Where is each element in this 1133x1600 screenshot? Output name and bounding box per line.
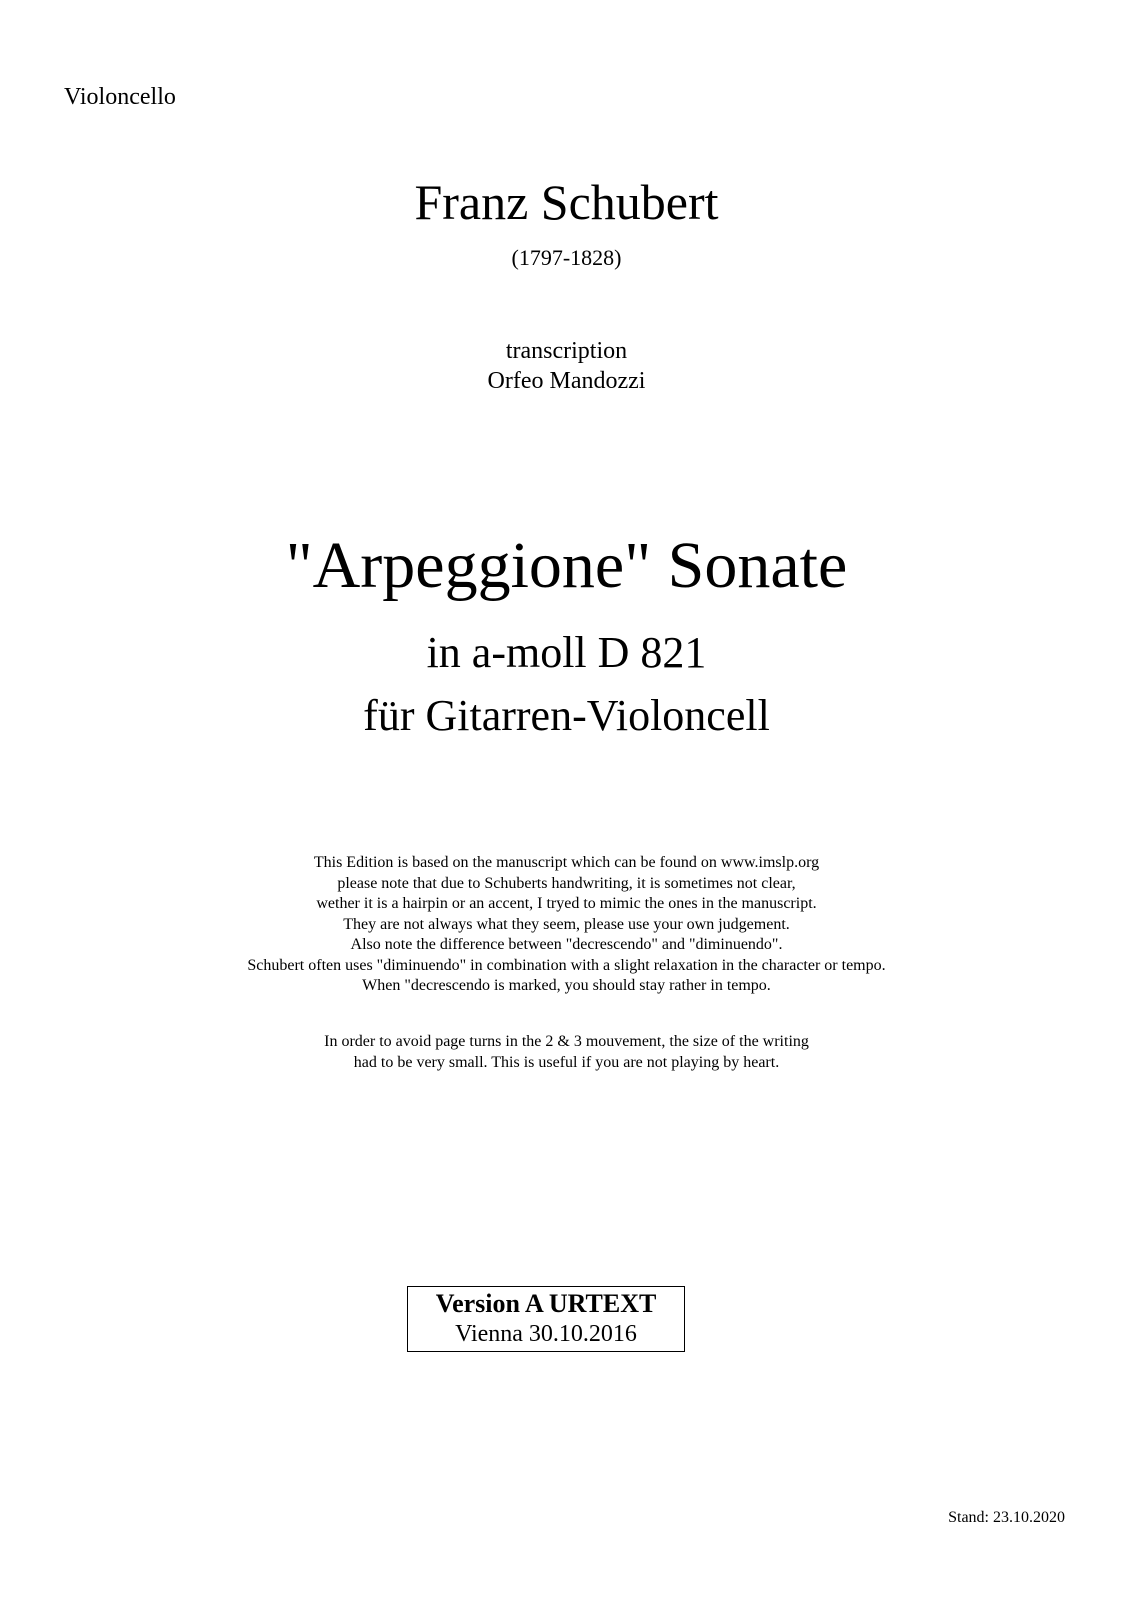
composer-name: Franz Schubert xyxy=(414,174,719,230)
edition-note-line: They are not always what they seem, please use your own judgement. xyxy=(343,915,790,933)
transcription-label: transcription xyxy=(505,338,628,364)
transcriber-name: Orfeo Mandozzi xyxy=(487,368,646,394)
work-subtitle-key: in a-moll D 821 xyxy=(426,628,707,677)
version-box xyxy=(407,1286,685,1352)
stand-date: Stand: 23.10.2020 xyxy=(948,1509,1065,1526)
edition-notes xyxy=(0,853,1133,997)
version-title: Version A URTEXT xyxy=(435,1289,657,1318)
composer-dates: (1797-1828) xyxy=(511,245,622,270)
edition-note-line: please note that due to Schuberts handwriting, it is sometimes not clear, xyxy=(337,874,796,892)
version-place-date: Vienna 30.10.2016 xyxy=(455,1321,637,1347)
page-turn-note-line: had to be very small. This is useful if you are not playing by heart. xyxy=(353,1053,780,1071)
edition-note-line: When "decrescendo is marked, you should stay rather in tempo. xyxy=(362,977,771,994)
work-title: "Arpeggione" Sonate xyxy=(285,529,848,602)
page-turn-notes xyxy=(0,1032,1133,1073)
edition-note-line: wether it is a hairpin or an accent, I tryed to mimic the ones in the manuscript. xyxy=(316,895,817,912)
work-subtitle-instrument: für Gitarren-Violoncell xyxy=(363,691,770,740)
edition-note-line: Schubert often uses "diminuendo" in combination with a slight relaxation in the character or tempo. xyxy=(247,956,886,974)
edition-note-line: This Edition is based on the manuscript which can be found on www.imslp.org xyxy=(313,854,820,871)
edition-note-line: Also note the difference between "decrescendo" and "diminuendo". xyxy=(350,936,783,953)
instrument-label: Violoncello xyxy=(64,84,176,110)
page-turn-note-line: In order to avoid page turns in the 2 & 3 mouvement, the size of the writing xyxy=(324,1033,809,1050)
